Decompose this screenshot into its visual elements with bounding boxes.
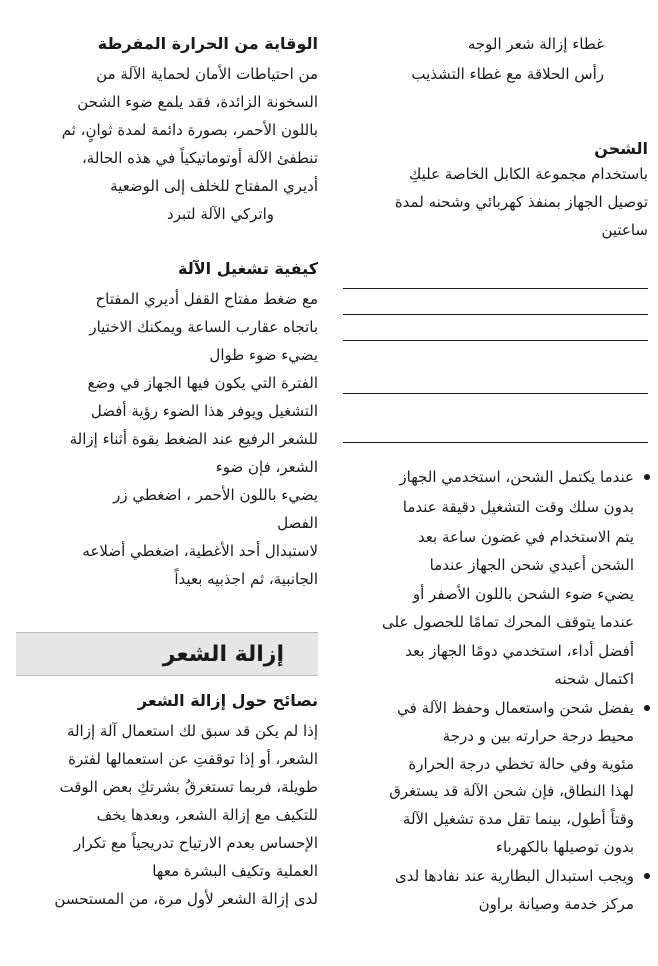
charging-heading: الشحن [594, 139, 648, 158]
note-line: لهذا النطاق، فإن شحن الآلة قد يستغرق [389, 782, 634, 800]
bullet-icon [644, 705, 650, 711]
note-line: عندما يتوقف المحرك تمامًا للحصول على [382, 613, 634, 631]
table-rule [343, 442, 648, 443]
note-line: محيط درجة حرارته بين و درجة [442, 727, 634, 745]
operate-line: الجانبية، ثم اجذبيه بعيداً [174, 570, 318, 588]
overheat-line: أديري المفتاح للخلف إلى الوضعية [110, 177, 318, 195]
tips-line: إذا لم يكن قد سبق لك استعمال آلة إزالة [66, 722, 318, 740]
note-line: بدون توصيلها بالكهرباء [495, 838, 634, 856]
note-line: بدون سلك وقت التشغيل دقيقة عندما [402, 498, 634, 516]
operate-line: الفصل [277, 514, 318, 532]
overheat-line: السخونة الزائدة، فقد يلمع ضوء الشحن [77, 93, 318, 111]
tips-line: الشعر، أو إذا توقفتِ عن استعمالها لفترة [68, 750, 318, 768]
note-line: أفضل أداء، استخدمي دومًا الجهاز بعد [405, 642, 634, 660]
bullet-icon [644, 873, 650, 879]
operate-line: الشعر، فإن ضوء [215, 458, 318, 476]
overheat-line: من احتياطات الأمان لحماية الآلة من [96, 65, 318, 83]
overheat-heading: الوقاية من الحرارة المفرطة [97, 34, 318, 53]
operate-line: التشغيل ويوفر هذا الضوء رؤية أفضل [90, 402, 318, 420]
charging-line: ساعتين [601, 221, 648, 239]
overheat-line: تنطفئ الآلة أوتوماتيكياً في هذه الحالة، [81, 149, 318, 167]
table-rule [343, 393, 648, 394]
note-line: الشحن أعيدي شحن الجهاز عندما [429, 556, 634, 574]
table-rule [343, 288, 648, 289]
charging-line: توصيل الجهاز بمنفذ كهربائي وشحنه لمدة [394, 193, 648, 211]
table-rule [343, 340, 648, 341]
operate-line: مع ضغط مفتاح القفل أديري المفتاح [95, 290, 318, 308]
bullet-icon [644, 474, 650, 480]
operate-heading: كيفية تشغيل الآلة [178, 259, 318, 278]
overheat-line: واتركي الآلة لتبرد [167, 205, 274, 223]
tips-heading: نصائح حول إزالة الشعر [137, 691, 318, 710]
operate-line: يضيء باللون الأحمر ، اضغطي زر [113, 486, 318, 504]
tips-line: العملية وتكيف البشرة معها [152, 862, 318, 880]
operate-line: للشعر الرفيع عند الضغط بقوة أثناء إزالة [69, 430, 318, 448]
note-line: يتم الاستخدام في غضون ساعة بعد [417, 528, 634, 546]
note-line: وقتاً أطول، بينما تقل مدة تشغيل الآلة [402, 810, 634, 828]
note-line: عندما يكتمل الشحن، استخدمي الجهاز [399, 468, 634, 486]
intro-line: غطاء إزالة شعر الوجه [467, 35, 604, 53]
tips-line: للتكيف مع إزالة الشعر، وبعدها يخف [96, 806, 318, 824]
section-banner [16, 632, 318, 676]
overheat-line: باللون الأحمر، بصورة دائمة لمدة ثوانٍ، ثم [61, 121, 318, 139]
tips-line: طويلة، فربما تستغرقُ بشرتكِ بعض الوقت [59, 778, 318, 796]
note-line: اكتمال شحنه [554, 670, 634, 688]
table-rule [343, 314, 648, 315]
operate-line: باتجاه عقارب الساعة ويمكنك الاختيار [89, 318, 318, 336]
note-line: يضيء ضوء الشحن باللون الأصفر أو [412, 585, 634, 603]
operate-line: الفترة التي يكون فيها الجهاز في وضع [87, 374, 318, 392]
note-line: مئوية وفي حالة تخطي درجة الحرارة [408, 755, 634, 773]
note-line: مركز خدمة وصيانة براون [478, 895, 634, 913]
tips-line: لدى إزالة الشعر لأول مرة، من المستحسن [54, 890, 318, 908]
tips-line: الإحساس بعدم الارتياح تدريجياً مع تكرار [74, 834, 318, 852]
section-title: إزالة الشعر [162, 642, 284, 667]
note-line: يفضل شحن واستعمال وحفظ الآلة في [397, 699, 634, 717]
charging-line: باستخدام مجموعة الكابل الخاصة عليكِ [408, 165, 648, 183]
operate-line: يضيء ضوء طوال [209, 346, 318, 364]
intro-line: رأس الحلاقة مع غطاء التشذيب [411, 65, 604, 83]
operate-line: لاستبدال أحد الأغطية، اضغطي أضلاعه [82, 542, 318, 560]
note-line: ويجب استبدال البطارية عند نفادها لدى [394, 867, 634, 885]
